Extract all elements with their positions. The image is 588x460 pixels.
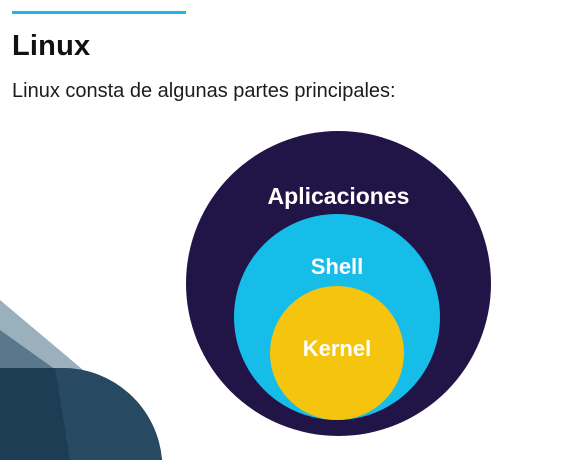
slide-subtitle: Linux consta de algunas partes principales: xyxy=(12,80,396,102)
kernel-circle xyxy=(270,286,404,420)
kernel-label: Kernel xyxy=(302,336,372,361)
shell-label: Shell xyxy=(310,254,364,279)
applications-label: Aplicaciones xyxy=(267,183,410,209)
slide-title: Linux xyxy=(12,30,91,62)
